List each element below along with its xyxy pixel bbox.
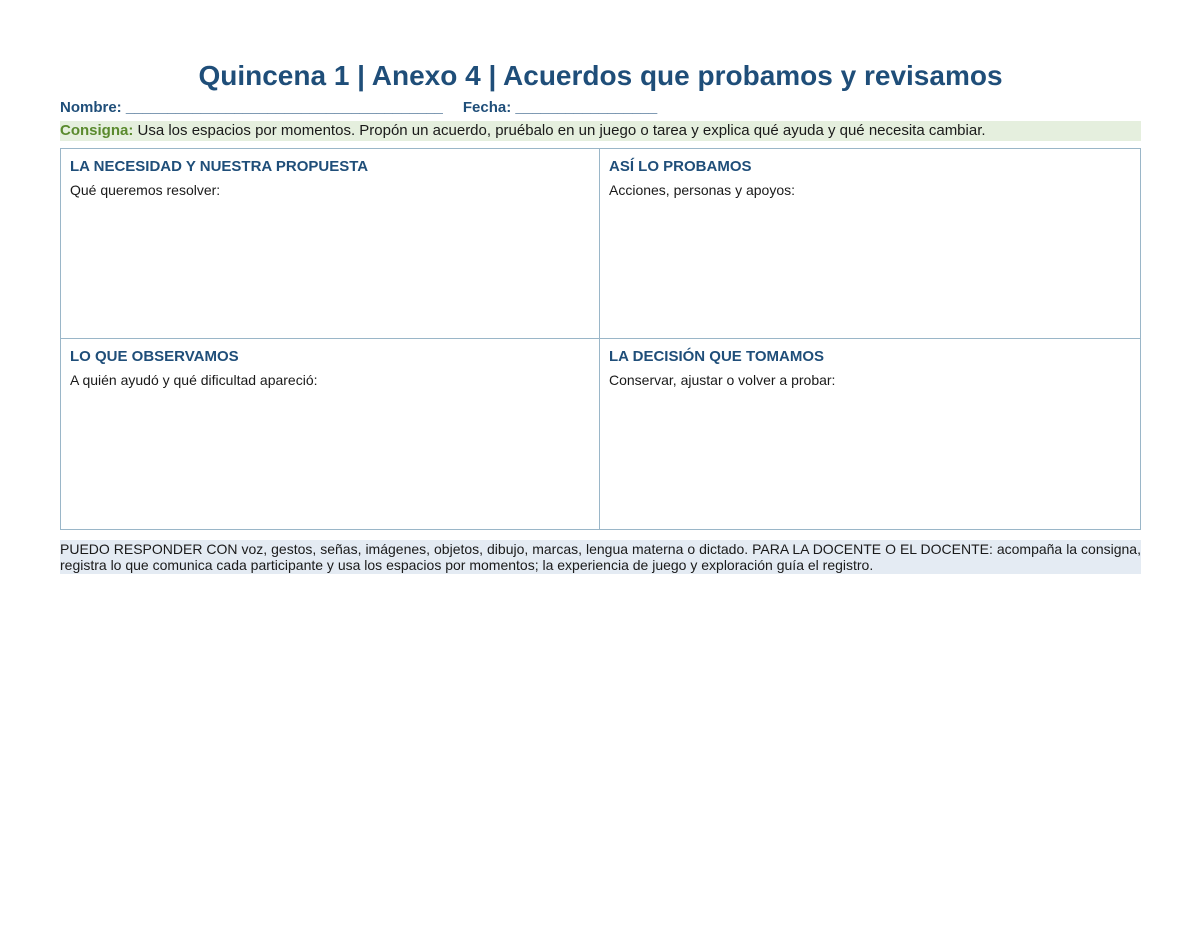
cell-prompt: Acciones, personas y apoyos: <box>609 182 795 198</box>
cell-title: LA NECESIDAD Y NUESTRA PROPUESTA <box>70 158 369 175</box>
instruction-bar <box>60 121 1141 141</box>
nombre-label: Nombre: <box>60 99 122 116</box>
name-date-row <box>60 99 1141 117</box>
cell-necesidad[interactable] <box>61 149 600 339</box>
response-grid <box>60 148 1141 530</box>
cell-prompt: Qué queremos resolver: <box>70 182 221 198</box>
footer-note: PUEDO RESPONDER CON voz, gestos, señas, imágenes, objetos, dibujo, marcas, lengua materna o dictado. PARA LA DOCENTE O EL DOCENTE: acompaña la consigna, registra lo que comunica cada participante y usa los espacios por momentos; la experiencia de juego y exploración guía el registro. <box>60 541 1141 573</box>
cell-decision[interactable] <box>600 339 1140 529</box>
worksheet-page <box>60 58 1141 574</box>
page-title: Quincena 1 | Anexo 4 | Acuerdos que probamos y revisamos <box>198 60 1003 91</box>
cell-title: ASÍ LO PROBAMOS <box>609 158 752 175</box>
cell-title: LA DECISIÓN QUE TOMAMOS <box>609 348 825 365</box>
cell-observamos[interactable] <box>61 339 600 529</box>
fecha-field[interactable]: _________________ <box>515 99 658 116</box>
cell-prompt: Conservar, ajustar o volver a probar: <box>609 372 836 388</box>
nombre-field[interactable]: ______________________________________ <box>125 99 443 116</box>
consigna-label: Consigna: <box>60 122 134 139</box>
consigna-text: Usa los espacios por momentos. Propón un acuerdo, pruébalo en un juego o tarea y explica qué ayuda y qué necesita cambiar. <box>133 122 986 139</box>
fecha-label: Fecha: <box>462 99 512 116</box>
cell-prompt: A quién ayudó y qué dificultad apareció: <box>70 372 318 388</box>
cell-probamos[interactable] <box>600 149 1140 339</box>
cell-title: LO QUE OBSERVAMOS <box>70 348 239 365</box>
